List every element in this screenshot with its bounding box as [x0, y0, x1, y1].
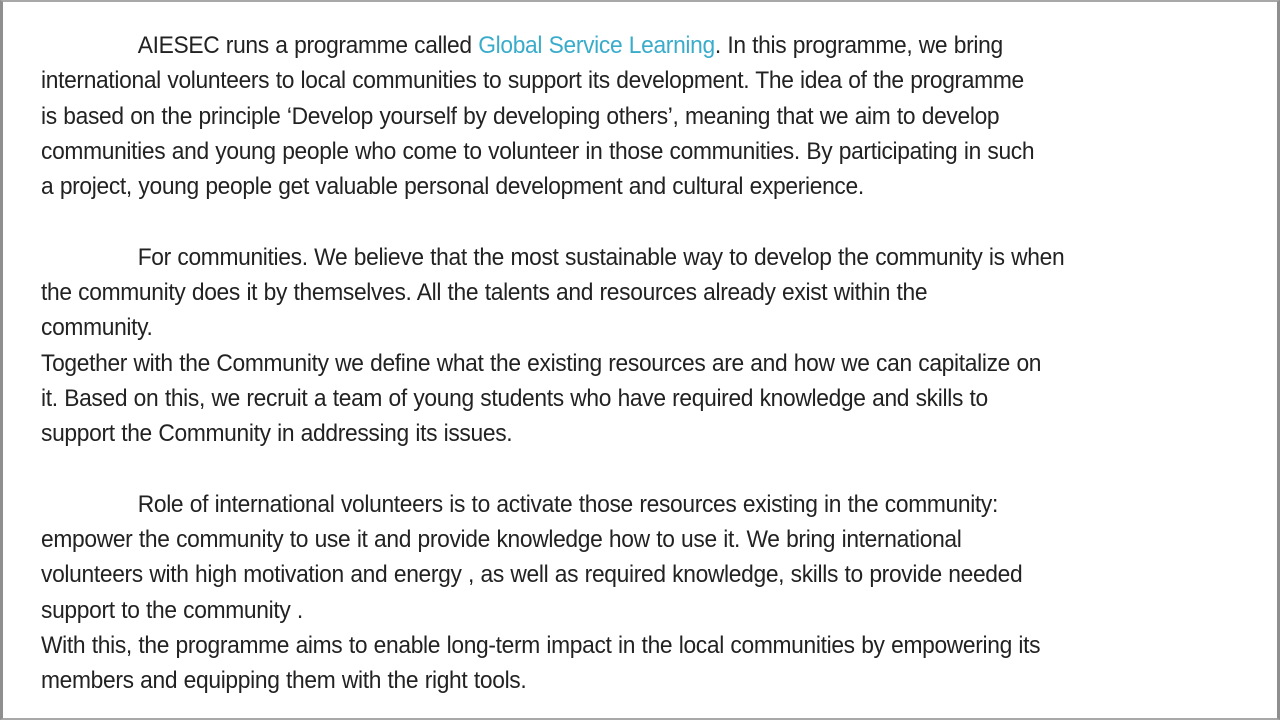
paragraph-for-communities	[41, 240, 1250, 452]
text-segment: Role of international volunteers is to activate those resources existing in the community:	[137, 490, 999, 518]
text-line: is based on the principle ‘Develop yourself by developing others’, meaning that we aim to develop	[41, 102, 1000, 130]
text-line: international volunteers to local communities to support its development. The idea of the programme	[41, 67, 1024, 95]
text-line: Together with the Community we define what the existing resources are and how we can capitalize on	[41, 349, 1042, 377]
paragraph-global-service-learning	[41, 28, 1250, 204]
text-segment: AIESEC runs a programme called	[137, 32, 479, 59]
global-service-learning-link[interactable]: Global Service Learning	[478, 32, 715, 59]
document-body	[41, 28, 1250, 699]
paragraph-spacer	[41, 452, 1250, 487]
text-line: community.	[41, 314, 153, 342]
paragraph-role-of-volunteers	[41, 487, 1250, 699]
paragraph-spacer	[41, 204, 1250, 239]
text-line: communities and young people who come to volunteer in those communities. By participating in such	[41, 137, 1035, 165]
text-line: volunteers with high motivation and energy , as well as required knowledge, skills to provide needed	[41, 561, 1023, 589]
text-line: support the Community in addressing its issues.	[41, 420, 513, 448]
text-line	[41, 240, 1250, 275]
text-line: a project, young people get valuable personal development and cultural experience.	[41, 173, 864, 201]
text-line: the community does it by themselves. All the talents and resources already exist within the	[41, 279, 928, 307]
text-line: support to the community .	[41, 596, 303, 624]
text-line: With this, the programme aims to enable long-term impact in the local communities by empowering its	[41, 632, 1041, 660]
text-segment: . In this programme, we bring	[714, 32, 1003, 59]
text-line: members and equipping them with the right tools.	[41, 667, 527, 695]
text-segment: For communities. We believe that the most sustainable way to develop the community is when	[137, 243, 1065, 271]
text-line: it. Based on this, we recruit a team of young students who have required knowledge and skills to	[41, 384, 988, 412]
text-line: empower the community to use it and provide knowledge how to use it. We bring international	[41, 526, 962, 554]
text-line	[41, 487, 1250, 522]
text-line	[41, 28, 1250, 63]
